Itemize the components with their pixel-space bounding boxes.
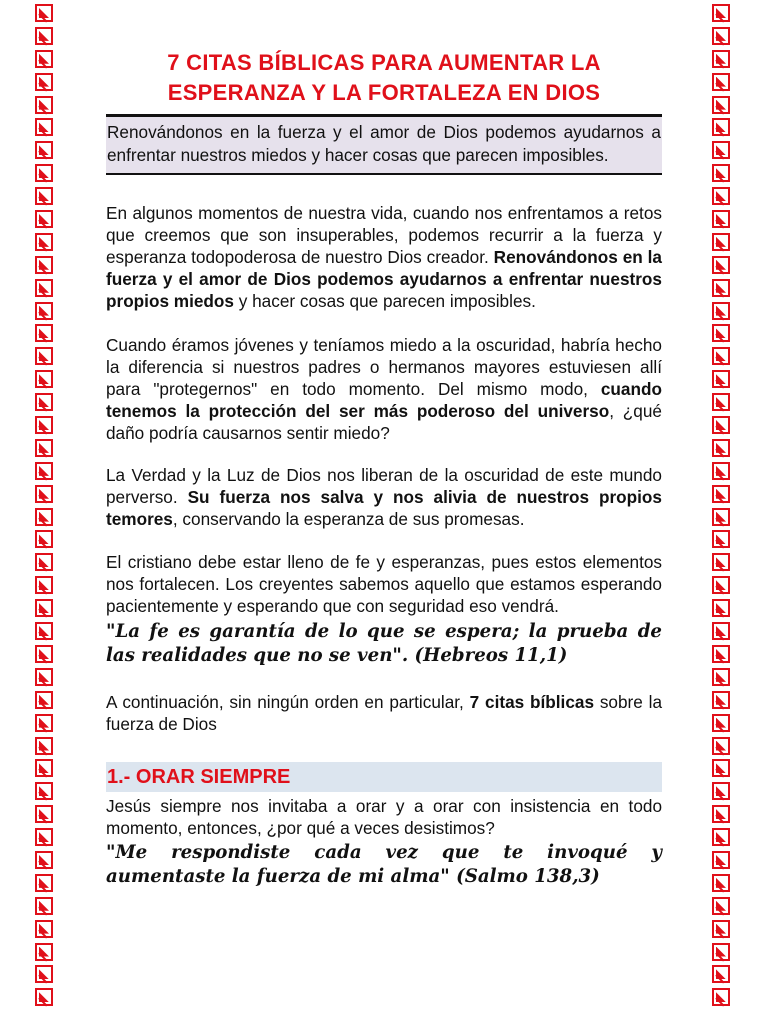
- red-square-arrow-icon: [35, 805, 53, 823]
- red-square-arrow-icon: [35, 347, 53, 365]
- red-square-arrow-icon: [35, 874, 53, 892]
- quote-salmo: "Me respondiste cada vez que te invoqué y aumentaste la fuerza de mi alma" (Salmo 138,3): [106, 842, 662, 887]
- title-line-2: ESPERANZA Y LA FORTALEZA EN DIOS: [167, 80, 601, 105]
- red-square-arrow-icon: [35, 393, 53, 411]
- red-square-arrow-icon: [712, 347, 730, 365]
- red-square-arrow-icon: [35, 576, 53, 594]
- red-square-arrow-icon: [712, 530, 730, 548]
- red-square-arrow-icon: [35, 920, 53, 938]
- red-square-arrow-icon: [712, 279, 730, 297]
- red-square-arrow-icon: [712, 851, 730, 869]
- paragraph-2-text-c: , ¿qué daño podría causarnos sentir miedo?: [106, 401, 662, 443]
- red-square-arrow-icon: [35, 141, 53, 159]
- red-square-arrow-icon: [712, 988, 730, 1006]
- red-square-arrow-icon: [35, 737, 53, 755]
- document-content: [106, 48, 662, 889]
- paragraph-4: El cristiano debe estar lleno de fe y esperanzas, pues estos elementos nos fortalecen. Los creyentes sabemos aquello que estamos esperando pacientemente y esperando que con seguridad eso vendrá.: [106, 552, 662, 616]
- red-square-arrow-icon: [712, 622, 730, 640]
- paragraph-1-text-a: En algunos momentos de nuestra vida, cuando nos enfrentamos a retos que creemos que son insuperables, podemos recurrir a la fuerza y esperanza todopoderosa de nuestro Dios creador.: [106, 203, 662, 267]
- red-square-arrow-icon: [35, 759, 53, 777]
- red-square-arrow-icon: [712, 920, 730, 938]
- red-square-arrow-icon: [35, 50, 53, 68]
- red-square-arrow-icon: [712, 828, 730, 846]
- red-square-arrow-icon: [712, 759, 730, 777]
- red-square-arrow-icon: [35, 370, 53, 388]
- red-square-arrow-icon: [35, 96, 53, 114]
- red-square-arrow-icon: [35, 622, 53, 640]
- section-1-text: Jesús siempre nos invitaba a orar y a orar con insistencia en todo momento, entonces, ¿por qué a veces desistimos?: [106, 796, 662, 838]
- red-square-arrow-icon: [712, 233, 730, 251]
- left-decorative-border: [35, 4, 57, 1006]
- red-square-arrow-icon: [35, 302, 53, 320]
- red-square-arrow-icon: [712, 714, 730, 732]
- red-square-arrow-icon: [712, 370, 730, 388]
- red-square-arrow-icon: [35, 4, 53, 22]
- paragraph-5-bold: 7 citas bíblicas: [469, 692, 595, 712]
- red-square-arrow-icon: [35, 851, 53, 869]
- red-square-arrow-icon: [712, 508, 730, 526]
- red-square-arrow-icon: [35, 668, 53, 686]
- section-heading-1: 1.- ORAR SIEMPRE: [106, 762, 662, 792]
- red-square-arrow-icon: [35, 256, 53, 274]
- paragraph-3-bold: Su fuerza nos salva y nos alivia de nuestros propios temores: [106, 487, 662, 529]
- red-square-arrow-icon: [35, 553, 53, 571]
- red-square-arrow-icon: [712, 187, 730, 205]
- red-square-arrow-icon: [712, 141, 730, 159]
- red-square-arrow-icon: [712, 324, 730, 342]
- red-square-arrow-icon: [712, 668, 730, 686]
- red-square-arrow-icon: [712, 805, 730, 823]
- paragraph-2-text-a: Cuando éramos jóvenes y teníamos miedo a la oscuridad, habría hecho la diferencia si nuestros padres o hermanos mayores estuviesen allí para "protegernos" en todo momento. Del mismo modo,: [106, 335, 662, 399]
- paragraph-1-text-c: y hacer cosas que parecen imposibles.: [233, 291, 536, 311]
- red-square-arrow-icon: [35, 691, 53, 709]
- red-square-arrow-icon: [712, 210, 730, 228]
- right-decorative-border: [712, 4, 734, 1006]
- red-square-arrow-icon: [35, 943, 53, 961]
- paragraph-3-text-a: La Verdad y la Luz de Dios nos liberan de la oscuridad de este mundo perverso.: [106, 465, 662, 507]
- red-square-arrow-icon: [35, 828, 53, 846]
- red-square-arrow-icon: [712, 782, 730, 800]
- paragraph-1-bold: Renovándonos en la fuerza y el amor de Dios podemos ayudarnos a enfrentar nuestros propios miedos: [106, 247, 662, 311]
- quote-hebreos: "La fe es garantía de lo que se espera; la prueba de las realidades que no se ven". (Hebreos 11,1): [106, 621, 662, 666]
- red-square-arrow-icon: [35, 73, 53, 91]
- lead-summary: Renovándonos en la fuerza y el amor de Dios podemos ayudarnos a enfrentar nuestros miedos y hacer cosas que parecen imposibles.: [106, 117, 662, 175]
- red-square-arrow-icon: [35, 530, 53, 548]
- paragraph-2: [106, 334, 662, 444]
- red-square-arrow-icon: [35, 416, 53, 434]
- red-square-arrow-icon: [712, 416, 730, 434]
- red-square-arrow-icon: [35, 782, 53, 800]
- red-square-arrow-icon: [712, 645, 730, 663]
- red-square-arrow-icon: [35, 714, 53, 732]
- red-square-arrow-icon: [712, 50, 730, 68]
- red-square-arrow-icon: [35, 233, 53, 251]
- paragraph-3-text-c: , conservando la esperanza de sus promesas.: [172, 509, 525, 529]
- red-square-arrow-icon: [35, 897, 53, 915]
- red-square-arrow-icon: [35, 508, 53, 526]
- red-square-arrow-icon: [712, 576, 730, 594]
- red-square-arrow-icon: [712, 553, 730, 571]
- red-square-arrow-icon: [35, 965, 53, 983]
- page-title: [106, 48, 662, 108]
- red-square-arrow-icon: [35, 279, 53, 297]
- red-square-arrow-icon: [35, 27, 53, 45]
- red-square-arrow-icon: [712, 485, 730, 503]
- red-square-arrow-icon: [712, 393, 730, 411]
- paragraph-5-text-c: sobre la fuerza de Dios: [106, 692, 663, 734]
- red-square-arrow-icon: [35, 118, 53, 136]
- red-square-arrow-icon: [712, 27, 730, 45]
- red-square-arrow-icon: [35, 462, 53, 480]
- red-square-arrow-icon: [35, 210, 53, 228]
- paragraph-3: [106, 464, 662, 530]
- red-square-arrow-icon: [712, 96, 730, 114]
- red-square-arrow-icon: [712, 897, 730, 915]
- red-square-arrow-icon: [35, 645, 53, 663]
- red-square-arrow-icon: [35, 164, 53, 182]
- red-square-arrow-icon: [35, 599, 53, 617]
- title-line-1: 7 CITAS BÍBLICAS PARA AUMENTAR LA: [167, 50, 601, 75]
- red-square-arrow-icon: [712, 599, 730, 617]
- red-square-arrow-icon: [712, 737, 730, 755]
- red-square-arrow-icon: [712, 462, 730, 480]
- red-square-arrow-icon: [35, 187, 53, 205]
- red-square-arrow-icon: [35, 988, 53, 1006]
- paragraph-1: [106, 202, 662, 312]
- red-square-arrow-icon: [712, 73, 730, 91]
- red-square-arrow-icon: [35, 439, 53, 457]
- red-square-arrow-icon: [712, 4, 730, 22]
- red-square-arrow-icon: [712, 118, 730, 136]
- red-square-arrow-icon: [712, 439, 730, 457]
- red-square-arrow-icon: [712, 943, 730, 961]
- red-square-arrow-icon: [712, 256, 730, 274]
- red-square-arrow-icon: [35, 324, 53, 342]
- paragraph-5-text-a: A continuación, sin ningún orden en particular,: [106, 692, 470, 712]
- red-square-arrow-icon: [712, 691, 730, 709]
- paragraph-2-bold: cuando tenemos la protección del ser más poderoso del universo: [106, 379, 662, 421]
- paragraph-5: [106, 691, 662, 735]
- red-square-arrow-icon: [712, 164, 730, 182]
- red-square-arrow-icon: [35, 485, 53, 503]
- red-square-arrow-icon: [712, 302, 730, 320]
- red-square-arrow-icon: [712, 874, 730, 892]
- red-square-arrow-icon: [712, 965, 730, 983]
